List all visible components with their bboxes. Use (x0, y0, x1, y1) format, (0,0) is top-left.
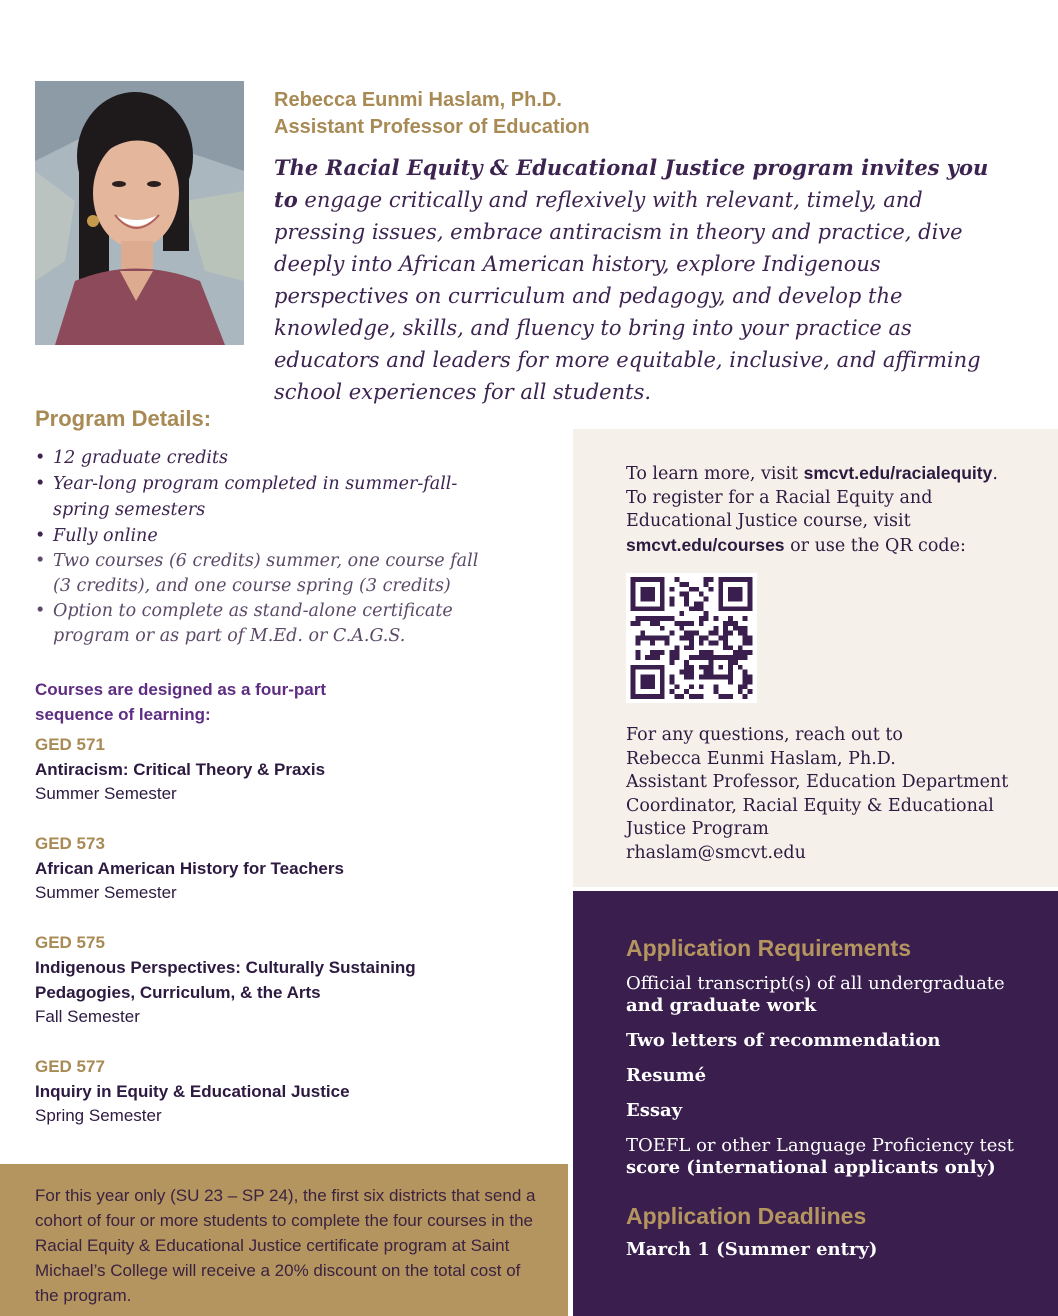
register-info (626, 487, 1018, 559)
program-details-heading: Program Details: (35, 406, 212, 431)
author-title: Assistant Professor of Education (274, 116, 590, 138)
course-item (35, 832, 535, 905)
requirement-item (626, 1135, 1018, 1179)
program-details-list (35, 445, 495, 649)
register-suffix: or use the QR code: (784, 535, 966, 556)
courses-link[interactable]: smcvt.edu/courses (626, 534, 785, 555)
course-semester: Summer Semester (35, 883, 177, 902)
course-code: GED 571 (35, 735, 105, 754)
intro-body: engage critically and reflexively with relevant, timely, and pressing issues, embrace antiracism in theory and practice, dive deeply into African American history, explore Indigenous perspectives on curriculum and pedagogy, and develop the knowledge, skills, and fluency to bring into your practice as educators and leaders for more equitable, inclusive, and affirming school experiences for all students. (274, 188, 981, 404)
detail-item: • Fully online (35, 523, 495, 549)
deadline-item (626, 1239, 1018, 1261)
learn-prefix: To learn more, visit (626, 464, 804, 484)
questions-line: For any questions, reach out to (626, 725, 903, 745)
racial-equity-link[interactable]: smcvt.edu/racialequity (803, 463, 993, 483)
requirement-text-bold: Two letters of recommendation (626, 1030, 941, 1051)
deadlines-heading: Application Deadlines (626, 1203, 867, 1229)
requirements-panel (573, 891, 1058, 1316)
register-prefix: To register for a Racial Equity and Educational Justice course, visit (626, 487, 933, 531)
detail-item: • Year-long program completed in summer-fall-spring semesters (35, 471, 495, 523)
discount-promo (0, 1164, 568, 1316)
requirement-text: Official transcript(s) of all undergraduate (626, 973, 1005, 994)
courses-sequence-heading: Courses are designed as a four-part sequence of learning: (35, 680, 326, 724)
requirement-text-bold: score (international applicants only) (626, 1157, 996, 1178)
requirements-heading: Application Requirements (626, 935, 911, 961)
contact-role: Assistant Professor, Education Department Coordinator, Racial Equity & Educational Justice Program (626, 772, 1009, 839)
author-name: Rebecca Eunmi Haslam, Ph.D. (274, 89, 562, 111)
contact-email[interactable]: rhaslam@smcvt.edu (626, 842, 806, 863)
requirement-text-bold: and graduate work (626, 995, 817, 1016)
course-item (35, 931, 535, 1029)
learn-suffix: . (992, 464, 998, 484)
requirement-item (626, 973, 1018, 1017)
course-semester: Summer Semester (35, 784, 177, 803)
course-semester: Fall Semester (35, 1007, 140, 1026)
course-list (35, 733, 535, 1154)
learn-more (626, 462, 1018, 487)
course-code: GED 575 (35, 933, 105, 952)
course-code: GED 573 (35, 834, 105, 853)
intro-lead: The Racial Equity & Educational Justice program invites you to (274, 155, 989, 212)
course-item (35, 733, 535, 806)
contact-name: Rebecca Eunmi Haslam, Ph.D. (626, 748, 896, 769)
portrait-photo (35, 81, 244, 345)
requirement-item (626, 1065, 1018, 1087)
course-item (35, 1055, 535, 1128)
requirement-text-bold: Essay (626, 1100, 683, 1121)
course-title: Inquiry in Equity & Educational Justice (35, 1082, 350, 1101)
requirement-item (626, 1030, 1018, 1052)
course-title: Indigenous Perspectives: Culturally Sustaining Pedagogies, Curriculum, & the Arts (35, 958, 416, 1002)
detail-item: • Option to complete as stand-alone certificate program or as part of M.Ed. or C.A.G.S. (35, 599, 495, 649)
course-semester: Spring Semester (35, 1106, 162, 1125)
info-panel (573, 429, 1058, 887)
course-title: African American History for Teachers (35, 859, 344, 878)
deadline-text: March 1 (Summer entry) (626, 1239, 878, 1260)
detail-item: • 12 graduate credits (35, 445, 495, 471)
course-title: Antiracism: Critical Theory & Praxis (35, 760, 326, 779)
requirement-text: TOEFL or other Language Proficiency test (626, 1135, 1014, 1156)
course-code: GED 577 (35, 1057, 105, 1076)
qr-code-icon[interactable] (626, 573, 757, 703)
requirement-text-bold: Resumé (626, 1065, 707, 1086)
promo-text: For this year only (SU 23 – SP 24), the first six districts that send a cohort of four or more students to complete the four courses in the Racial Equity & Educational Justice certificate program at Saint Michael’s College will receive a 20% discount on the total cost of the program. (35, 1186, 536, 1305)
detail-item: • Two courses (6 credits) summer, one course fall (3 credits), and one course spring (3 credits) (35, 549, 495, 599)
program-intro (274, 152, 1014, 408)
requirement-item (626, 1100, 1018, 1122)
contact-block (626, 724, 1018, 865)
